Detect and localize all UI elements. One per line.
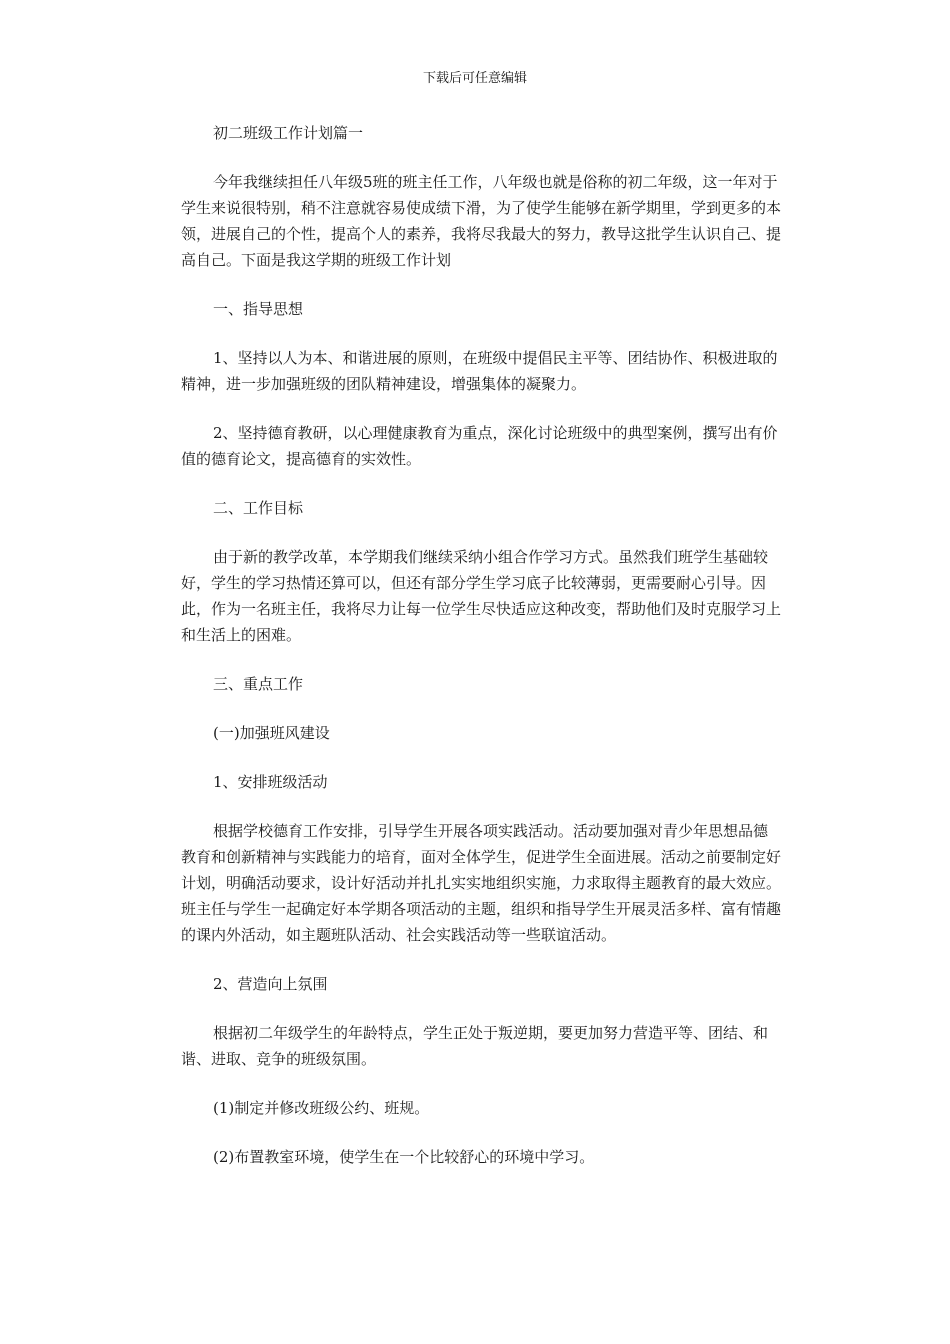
subsection-heading-1: (一)加强班风建设: [213, 724, 330, 742]
item-heading-1: 1、安排班级活动: [213, 773, 328, 791]
download-note: 下载后可任意编辑: [422, 71, 527, 86]
paragraph-3-1: 根据学校德育工作安排，引导学生开展各项实践活动。活动要加强对青少年思想品德教育和创新精神与实践能力的培育，面对全体学生，促进学生全面进展。活动之前要制定好计划，明确活动要求，设计好活动并扎扎实实地组织实施，力求取得主题教育的最大效应。班主任与学生一起确定好本学期各项活动的主题，组织和指导学生开展灵活多样、富有情趣的课内外活动，如主题班队活动、社会实践活动等一些联谊活动。: [181, 822, 782, 944]
paragraph-intro: 今年我继续担任八年级5班的班主任工作，八年级也就是俗称的初二年级，这一年对于学生来说很特别，稍不注意就容易使成绩下滑，为了使学生能够在新学期里，学到更多的本领，进展自己的个性，提高个人的素养，我将尽我最大的努力，教导这批学生认识自己、提高自己。下面是我这学期的班级工作计划: [181, 173, 782, 269]
paragraph-1-2: 2、坚持德育教研，以心理健康教育为重点，深化讨论班级中的典型案例，撰写出有价值的德育论文，提高德育的实效性。: [181, 424, 778, 468]
item-heading-2: 2、营造向上氛围: [213, 975, 328, 993]
document-title: 初二班级工作计划篇一: [213, 124, 364, 142]
document-body: [181, 120, 781, 1193]
paragraph-3-2: 根据初二年级学生的年龄特点，学生正处于叛逆期，要更加努力营造平等、团结、和谐、进取、竞争的班级氛围。: [181, 1024, 769, 1068]
paragraph-1-1: 1、坚持以人为本、和谐进展的原则，在班级中提倡民主平等、团结协作、积极进取的精神，进一步加强班级的团队精神建设，增强集体的凝聚力。: [181, 349, 778, 393]
section-heading-3: 三、重点工作: [213, 675, 304, 693]
section-heading-2: 二、工作目标: [213, 499, 304, 517]
list-item-2: (2)布置教室环境，使学生在一个比较舒心的环境中学习。: [213, 1148, 595, 1166]
paragraph-2: 由于新的教学改革，本学期我们继续采纳小组合作学习方式。虽然我们班学生基础较好，学生的学习热情还算可以，但还有部分学生学习底子比较薄弱，更需要耐心引导。因此，作为一名班主任，我将尽力让每一位学生尽快适应这种改变，帮助他们及时克服学习上和生活上的困难。: [181, 548, 782, 644]
section-heading-1: 一、指导思想: [213, 300, 304, 318]
list-item-1: (1)制定并修改班级公约、班规。: [213, 1099, 430, 1117]
